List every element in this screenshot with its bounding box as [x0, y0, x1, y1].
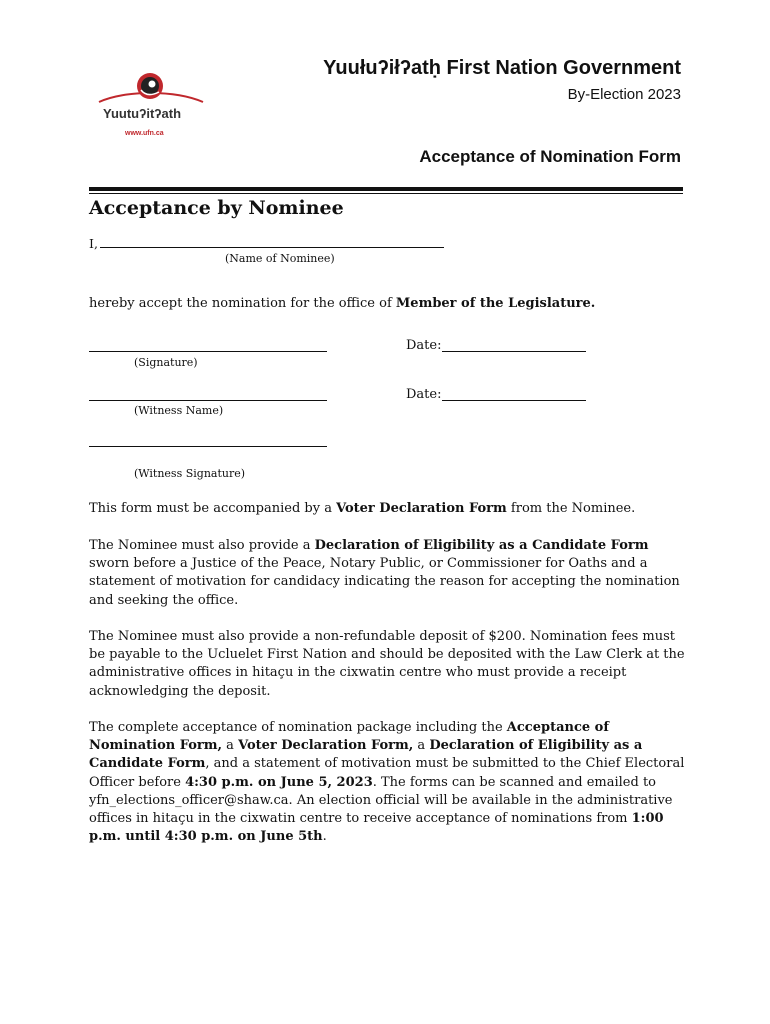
witness-signature-caption: (Witness Signature) [134, 467, 246, 480]
eligibility-paragraph: The Nominee must also provide a Declaration of Eligibility as a Candidate Form sworn before a Justice of the Peace, Notary Public, or Commissioner for Oaths and a statement of motivation for candidacy indicating the reason for accepting the nomination and seeking the office. [89, 538, 680, 608]
election-subtitle: By-Election 2023 [567, 86, 681, 103]
form-title: Acceptance of Nomination Form [419, 147, 681, 166]
nominee-name-field[interactable] [100, 247, 444, 248]
witness-date-field[interactable] [442, 400, 586, 401]
signature-date-field[interactable] [442, 351, 586, 352]
acceptance-statement: hereby accept the nomination for the office of Member of the Legislature. [89, 296, 596, 311]
deposit-paragraph: The Nominee must also provide a non-refundable deposit of $200. Nomination fees must be payable to the Ucluelet First Nation and should be deposited with the Law Clerk at the administrative offices in hitaçu in the cixwatin centre who must provide a receipt acknowledging the deposit. [89, 629, 685, 699]
logo-wordmark: Yuutuʔitʔath [103, 106, 182, 121]
voter-declaration-paragraph: This form must be accompanied by a Voter Declaration Form from the Nominee. [89, 501, 636, 516]
date-label-1: Date: [406, 338, 442, 353]
witness-name-caption: (Witness Name) [134, 404, 224, 417]
logo-url: www.ufn.ca [125, 130, 164, 137]
submission-paragraph: The complete acceptance of nomination package including the Acceptance of Nomination Form, a Voter Declaration Form, a Declaration of Eligibility as a Candidate Form, and a statement of motivation must be submitted to the Chief Electoral Officer before 4:30 p.m. on June 5, 2023. The forms can be scanned and emailed to yfn_elections_officer@shaw.ca. An election official will be available in the administrative offices in hitaçu in the cixwatin centre to receive acceptance of nominations from 1:00 p.m. until 4:30 p.m. on June 5th. [89, 720, 685, 845]
header-divider [89, 187, 683, 191]
section-heading: Acceptance by Nominee [89, 197, 344, 219]
date-label-2: Date: [406, 387, 442, 402]
nominee-name-caption: (Name of Nominee) [225, 252, 335, 265]
government-title: Yuułuʔiłʔatḥ First Nation Government [323, 57, 681, 79]
witness-name-field[interactable] [89, 400, 327, 401]
header-divider-thin [89, 193, 683, 194]
name-prefix: I, [89, 236, 98, 251]
signature-caption: (Signature) [134, 356, 198, 369]
witness-signature-field[interactable] [89, 446, 327, 447]
signature-field[interactable] [89, 351, 327, 352]
nation-logo [95, 68, 207, 142]
